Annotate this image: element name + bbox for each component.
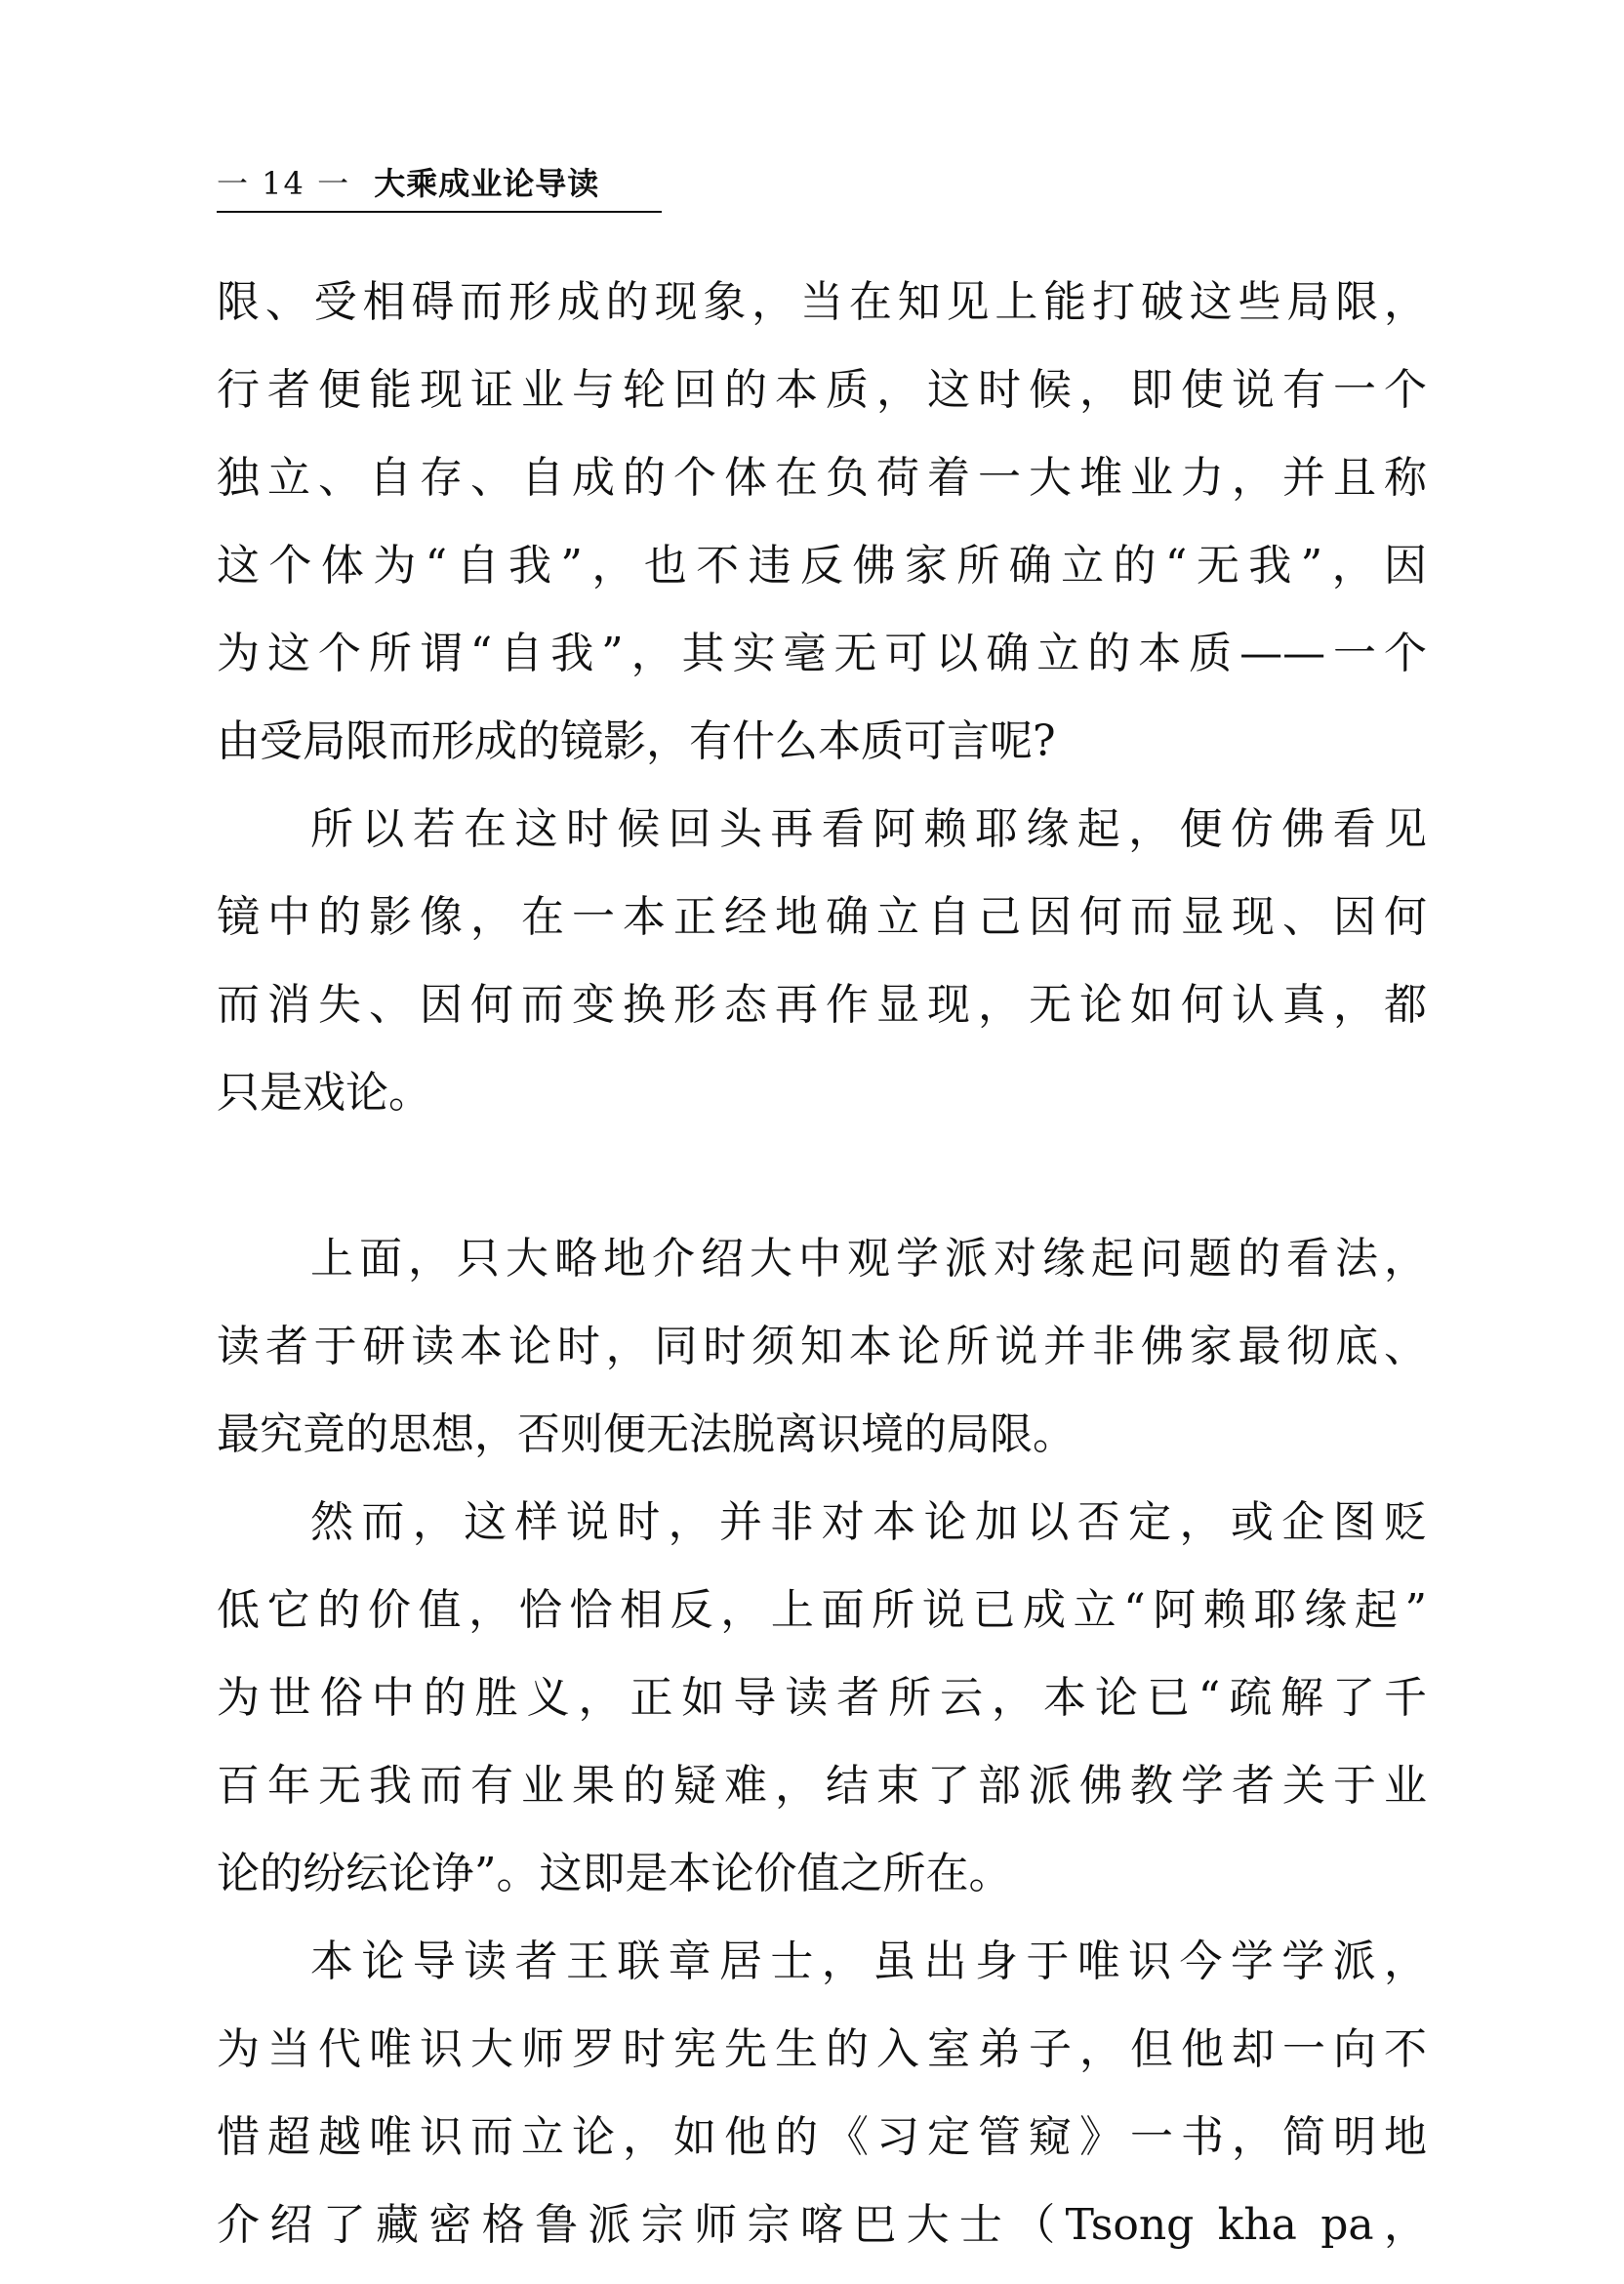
text-line: 介绍了藏密格鲁派宗师宗喀巴大士（Tsong kha pa， xyxy=(217,2200,1427,2250)
text-line: 论的纷纭论诤”。这即是本论价值之所在。 xyxy=(217,1849,1012,1898)
running-head xyxy=(217,164,662,213)
text-line: 行者便能现证业与轮回的本质，这时候，即使说有一个 xyxy=(217,365,1427,415)
text-line: 百年无我而有业果的疑难，结束了部派佛教学者关于业 xyxy=(217,1761,1427,1811)
text-line: 读者于研读本论时，同时须知本论所说并非佛家最彻底、 xyxy=(217,1322,1427,1371)
text-line: 独立、自存、自成的个体在负荷着一大堆业力，并且称 xyxy=(217,453,1427,503)
text-line: 限、受相碍而形成的现象，当在知见上能打破这些局限， xyxy=(217,277,1427,327)
text-line: 为世俗中的胜义，正如导读者所云，本论已“疏解了千 xyxy=(217,1673,1427,1723)
text-line: 惜超越唯识而立论，如他的《习定管窥》一书，简明地 xyxy=(217,2112,1427,2162)
text-line: 由受局限而形成的镜影，有什么本质可言呢? xyxy=(217,716,1056,766)
text-line: 为这个所谓“自我”，其实毫无可以确立的本质——一个 xyxy=(217,629,1427,678)
text-line: 这个体为“自我”，也不违反佛家所确立的“无我”，因 xyxy=(217,541,1427,591)
page-number: 一 14 一 xyxy=(217,165,351,202)
book-title: 大乘成业论导读 xyxy=(374,165,600,202)
paragraph-first-line: 所以若在这时候回头再看阿赖耶缘起，便仿佛看见 xyxy=(310,804,1427,854)
text-line: 最究竟的思想，否则便无法脱离识境的局限。 xyxy=(217,1409,1076,1459)
text-line: 为当代唯识大师罗时宪先生的入室弟子，但他却一向不 xyxy=(217,2024,1427,2074)
paragraph-first-line: 本论导读者王联章居士，虽出身于唯识今学学派， xyxy=(310,1937,1427,1986)
text-line: 低它的价值，恰恰相反，上面所说已成立“阿赖耶缘起” xyxy=(217,1585,1427,1635)
text-line: 而消失、因何而变换形态再作显现，无论如何认真，都 xyxy=(217,980,1427,1030)
text-line: 镜中的影像，在一本正经地确立自己因何而显现、因何 xyxy=(217,892,1427,942)
paragraph-first-line: 然而，这样说时，并非对本论加以否定，或企图贬 xyxy=(310,1497,1427,1547)
paragraph-first-line: 上面，只大略地介绍大中观学派对缘起问题的看法， xyxy=(310,1234,1427,1284)
text-line: 只是戏论。 xyxy=(217,1068,431,1118)
